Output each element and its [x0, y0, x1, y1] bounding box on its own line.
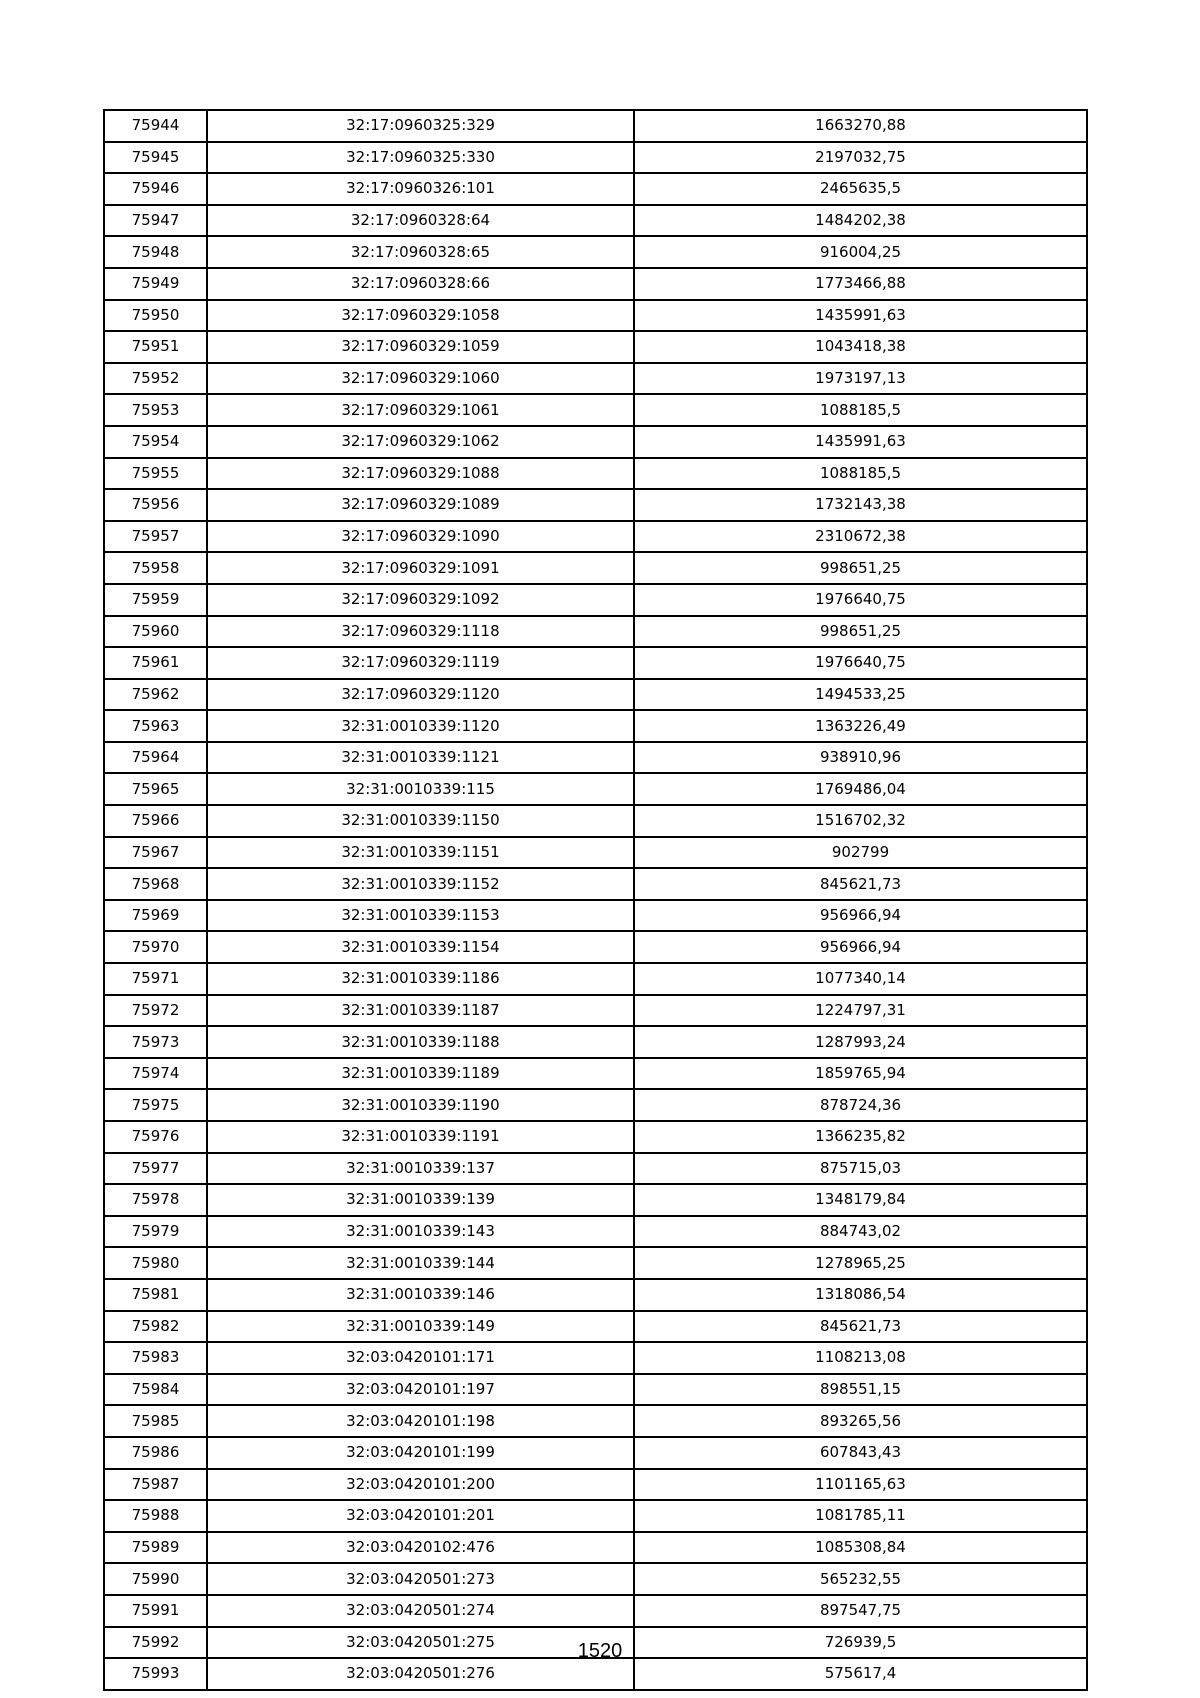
table-row [104, 868, 1087, 900]
cadastral-number-cell: 32:17:0960329:1118 [207, 616, 634, 648]
table-row [104, 1532, 1087, 1564]
row-number-cell: 75983 [104, 1342, 207, 1374]
value-cell: 575617,4 [634, 1658, 1087, 1690]
cadastral-number-cell: 32:31:0010339:146 [207, 1279, 634, 1311]
value-cell: 565232,55 [634, 1563, 1087, 1595]
cadastral-number-cell: 32:17:0960329:1060 [207, 363, 634, 395]
cadastral-number-cell: 32:17:0960329:1120 [207, 679, 634, 711]
cadastral-number-cell: 32:17:0960329:1091 [207, 552, 634, 584]
value-cell: 1224797,31 [634, 995, 1087, 1027]
row-number-cell: 75956 [104, 489, 207, 521]
cadastral-number-cell: 32:31:0010339:1188 [207, 1026, 634, 1058]
table-row [104, 900, 1087, 932]
value-cell: 1363226,49 [634, 710, 1087, 742]
row-number-cell: 75965 [104, 773, 207, 805]
row-number-cell: 75962 [104, 679, 207, 711]
table-row [104, 173, 1087, 205]
row-number-cell: 75960 [104, 616, 207, 648]
cadastral-number-cell: 32:31:0010339:1190 [207, 1089, 634, 1121]
table-row [104, 805, 1087, 837]
table-row [104, 837, 1087, 869]
table-row [104, 931, 1087, 963]
value-cell: 1435991,63 [634, 426, 1087, 458]
row-number-cell: 75953 [104, 394, 207, 426]
table-row [104, 710, 1087, 742]
row-number-cell: 75951 [104, 331, 207, 363]
row-number-cell: 75967 [104, 837, 207, 869]
table-row [104, 426, 1087, 458]
value-cell: 1859765,94 [634, 1058, 1087, 1090]
row-number-cell: 75964 [104, 742, 207, 774]
value-cell: 1088185,5 [634, 458, 1087, 490]
cadastral-number-cell: 32:31:0010339:1121 [207, 742, 634, 774]
value-cell: 878724,36 [634, 1089, 1087, 1121]
row-number-cell: 75971 [104, 963, 207, 995]
data-table [103, 109, 1088, 1691]
value-cell: 845621,73 [634, 868, 1087, 900]
value-cell: 998651,25 [634, 616, 1087, 648]
table-row [104, 394, 1087, 426]
value-cell: 897547,75 [634, 1595, 1087, 1627]
row-number-cell: 75979 [104, 1216, 207, 1248]
table-row [104, 1026, 1087, 1058]
row-number-cell: 75984 [104, 1374, 207, 1406]
row-number-cell: 75963 [104, 710, 207, 742]
value-cell: 845621,73 [634, 1311, 1087, 1343]
table-row [104, 1437, 1087, 1469]
row-number-cell: 75947 [104, 205, 207, 237]
cadastral-number-cell: 32:17:0960328:64 [207, 205, 634, 237]
cadastral-number-cell: 32:03:0420501:276 [207, 1658, 634, 1690]
table-row [104, 584, 1087, 616]
cadastral-number-cell: 32:31:0010339:115 [207, 773, 634, 805]
table-row [104, 1374, 1087, 1406]
cadastral-number-cell: 32:31:0010339:1120 [207, 710, 634, 742]
row-number-cell: 75952 [104, 363, 207, 395]
row-number-cell: 75989 [104, 1532, 207, 1564]
table-row [104, 1121, 1087, 1153]
row-number-cell: 75975 [104, 1089, 207, 1121]
value-cell: 1663270,88 [634, 110, 1087, 142]
value-cell: 938910,96 [634, 742, 1087, 774]
value-cell: 898551,15 [634, 1374, 1087, 1406]
cadastral-number-cell: 32:17:0960325:329 [207, 110, 634, 142]
value-cell: 1348179,84 [634, 1184, 1087, 1216]
cadastral-number-cell: 32:03:0420501:274 [207, 1595, 634, 1627]
table-row [104, 1658, 1087, 1690]
row-number-cell: 75986 [104, 1437, 207, 1469]
cadastral-number-cell: 32:03:0420501:273 [207, 1563, 634, 1595]
row-number-cell: 75992 [104, 1627, 207, 1659]
cadastral-number-cell: 32:31:0010339:1186 [207, 963, 634, 995]
table-row [104, 489, 1087, 521]
value-cell: 1976640,75 [634, 584, 1087, 616]
value-cell: 1088185,5 [634, 394, 1087, 426]
table-row [104, 331, 1087, 363]
value-cell: 893265,56 [634, 1405, 1087, 1437]
cadastral-number-cell: 32:31:0010339:1191 [207, 1121, 634, 1153]
value-cell: 1278965,25 [634, 1247, 1087, 1279]
value-cell: 1077340,14 [634, 963, 1087, 995]
row-number-cell: 75966 [104, 805, 207, 837]
cadastral-number-cell: 32:31:0010339:1153 [207, 900, 634, 932]
cadastral-number-cell: 32:17:0960325:330 [207, 142, 634, 174]
value-cell: 1435991,63 [634, 300, 1087, 332]
table-row [104, 521, 1087, 553]
table-row [104, 363, 1087, 395]
cadastral-number-cell: 32:31:0010339:144 [207, 1247, 634, 1279]
cadastral-number-cell: 32:17:0960326:101 [207, 173, 634, 205]
cadastral-number-cell: 32:31:0010339:139 [207, 1184, 634, 1216]
cadastral-number-cell: 32:31:0010339:1150 [207, 805, 634, 837]
cadastral-number-cell: 32:17:0960328:66 [207, 268, 634, 300]
value-cell: 916004,25 [634, 236, 1087, 268]
page-number: 1520 [577, 1640, 623, 1662]
cadastral-number-cell: 32:31:0010339:137 [207, 1153, 634, 1185]
row-number-cell: 75981 [104, 1279, 207, 1311]
row-number-cell: 75961 [104, 647, 207, 679]
cadastral-number-cell: 32:03:0420101:197 [207, 1374, 634, 1406]
table-row [104, 300, 1087, 332]
value-cell: 726939,5 [634, 1627, 1087, 1659]
table-row [104, 1563, 1087, 1595]
row-number-cell: 75949 [104, 268, 207, 300]
cadastral-number-cell: 32:03:0420101:201 [207, 1500, 634, 1532]
value-cell: 998651,25 [634, 552, 1087, 584]
cadastral-number-cell: 32:17:0960329:1090 [207, 521, 634, 553]
value-cell: 2310672,38 [634, 521, 1087, 553]
row-number-cell: 75945 [104, 142, 207, 174]
row-number-cell: 75993 [104, 1658, 207, 1690]
cadastral-number-cell: 32:17:0960328:65 [207, 236, 634, 268]
cadastral-number-cell: 32:17:0960329:1059 [207, 331, 634, 363]
table-row [104, 1279, 1087, 1311]
value-cell: 1108213,08 [634, 1342, 1087, 1374]
cadastral-number-cell: 32:31:0010339:1151 [207, 837, 634, 869]
row-number-cell: 75955 [104, 458, 207, 490]
cadastral-number-cell: 32:03:0420501:275 [207, 1627, 634, 1659]
value-cell: 1101165,63 [634, 1469, 1087, 1501]
row-number-cell: 75974 [104, 1058, 207, 1090]
cadastral-number-cell: 32:17:0960329:1062 [207, 426, 634, 458]
row-number-cell: 75944 [104, 110, 207, 142]
cadastral-number-cell: 32:17:0960329:1061 [207, 394, 634, 426]
value-cell: 1494533,25 [634, 679, 1087, 711]
table-row [104, 1469, 1087, 1501]
row-number-cell: 75950 [104, 300, 207, 332]
table-row [104, 1184, 1087, 1216]
cadastral-number-cell: 32:17:0960329:1088 [207, 458, 634, 490]
table-row [104, 110, 1087, 142]
value-cell: 1366235,82 [634, 1121, 1087, 1153]
table-row [104, 995, 1087, 1027]
cadastral-number-cell: 32:31:0010339:149 [207, 1311, 634, 1343]
cadastral-number-cell: 32:31:0010339:1154 [207, 931, 634, 963]
value-cell: 1516702,32 [634, 805, 1087, 837]
cadastral-number-cell: 32:31:0010339:143 [207, 1216, 634, 1248]
cadastral-number-cell: 32:03:0420101:198 [207, 1405, 634, 1437]
row-number-cell: 75980 [104, 1247, 207, 1279]
value-cell: 1732143,38 [634, 489, 1087, 521]
row-number-cell: 75972 [104, 995, 207, 1027]
value-cell: 1287993,24 [634, 1026, 1087, 1058]
row-number-cell: 75958 [104, 552, 207, 584]
value-cell: 1773466,88 [634, 268, 1087, 300]
cadastral-number-cell: 32:03:0420101:200 [207, 1469, 634, 1501]
row-number-cell: 75987 [104, 1469, 207, 1501]
value-cell: 1976640,75 [634, 647, 1087, 679]
table-row [104, 773, 1087, 805]
value-cell: 884743,02 [634, 1216, 1087, 1248]
value-cell: 607843,43 [634, 1437, 1087, 1469]
value-cell: 875715,03 [634, 1153, 1087, 1185]
row-number-cell: 75990 [104, 1563, 207, 1595]
row-number-cell: 75978 [104, 1184, 207, 1216]
table-row [104, 679, 1087, 711]
cadastral-number-cell: 32:03:0420101:171 [207, 1342, 634, 1374]
table-row [104, 616, 1087, 648]
table-row [104, 1247, 1087, 1279]
value-cell: 956966,94 [634, 931, 1087, 963]
row-number-cell: 75991 [104, 1595, 207, 1627]
cadastral-number-cell: 32:31:0010339:1152 [207, 868, 634, 900]
value-cell: 1043418,38 [634, 331, 1087, 363]
table-row [104, 1058, 1087, 1090]
table-row [104, 142, 1087, 174]
table-row [104, 647, 1087, 679]
row-number-cell: 75973 [104, 1026, 207, 1058]
cadastral-number-cell: 32:31:0010339:1189 [207, 1058, 634, 1090]
table-row [104, 742, 1087, 774]
table-row [104, 268, 1087, 300]
row-number-cell: 75968 [104, 868, 207, 900]
value-cell: 1769486,04 [634, 773, 1087, 805]
value-cell: 956966,94 [634, 900, 1087, 932]
table-row [104, 458, 1087, 490]
row-number-cell: 75969 [104, 900, 207, 932]
table-row [104, 1311, 1087, 1343]
table-row [104, 1089, 1087, 1121]
table-row [104, 1405, 1087, 1437]
table-row [104, 1595, 1087, 1627]
table-body [104, 110, 1087, 1690]
cadastral-number-cell: 32:17:0960329:1119 [207, 647, 634, 679]
table-row [104, 1216, 1087, 1248]
row-number-cell: 75959 [104, 584, 207, 616]
value-cell: 1484202,38 [634, 205, 1087, 237]
value-cell: 1973197,13 [634, 363, 1087, 395]
value-cell: 2197032,75 [634, 142, 1087, 174]
table-row [104, 552, 1087, 584]
row-number-cell: 75982 [104, 1311, 207, 1343]
cadastral-number-cell: 32:03:0420101:199 [207, 1437, 634, 1469]
value-cell: 902799 [634, 837, 1087, 869]
row-number-cell: 75970 [104, 931, 207, 963]
row-number-cell: 75957 [104, 521, 207, 553]
cadastral-number-cell: 32:17:0960329:1092 [207, 584, 634, 616]
row-number-cell: 75946 [104, 173, 207, 205]
table-row [104, 1500, 1087, 1532]
value-cell: 2465635,5 [634, 173, 1087, 205]
row-number-cell: 75977 [104, 1153, 207, 1185]
cadastral-number-cell: 32:17:0960329:1058 [207, 300, 634, 332]
table-row [104, 205, 1087, 237]
cadastral-number-cell: 32:17:0960329:1089 [207, 489, 634, 521]
row-number-cell: 75954 [104, 426, 207, 458]
row-number-cell: 75976 [104, 1121, 207, 1153]
value-cell: 1085308,84 [634, 1532, 1087, 1564]
table-row [104, 1153, 1087, 1185]
row-number-cell: 75948 [104, 236, 207, 268]
value-cell: 1318086,54 [634, 1279, 1087, 1311]
table-row [104, 963, 1087, 995]
table-row [104, 236, 1087, 268]
cadastral-number-cell: 32:03:0420102:476 [207, 1532, 634, 1564]
row-number-cell: 75985 [104, 1405, 207, 1437]
value-cell: 1081785,11 [634, 1500, 1087, 1532]
row-number-cell: 75988 [104, 1500, 207, 1532]
table-row [104, 1342, 1087, 1374]
cadastral-number-cell: 32:31:0010339:1187 [207, 995, 634, 1027]
